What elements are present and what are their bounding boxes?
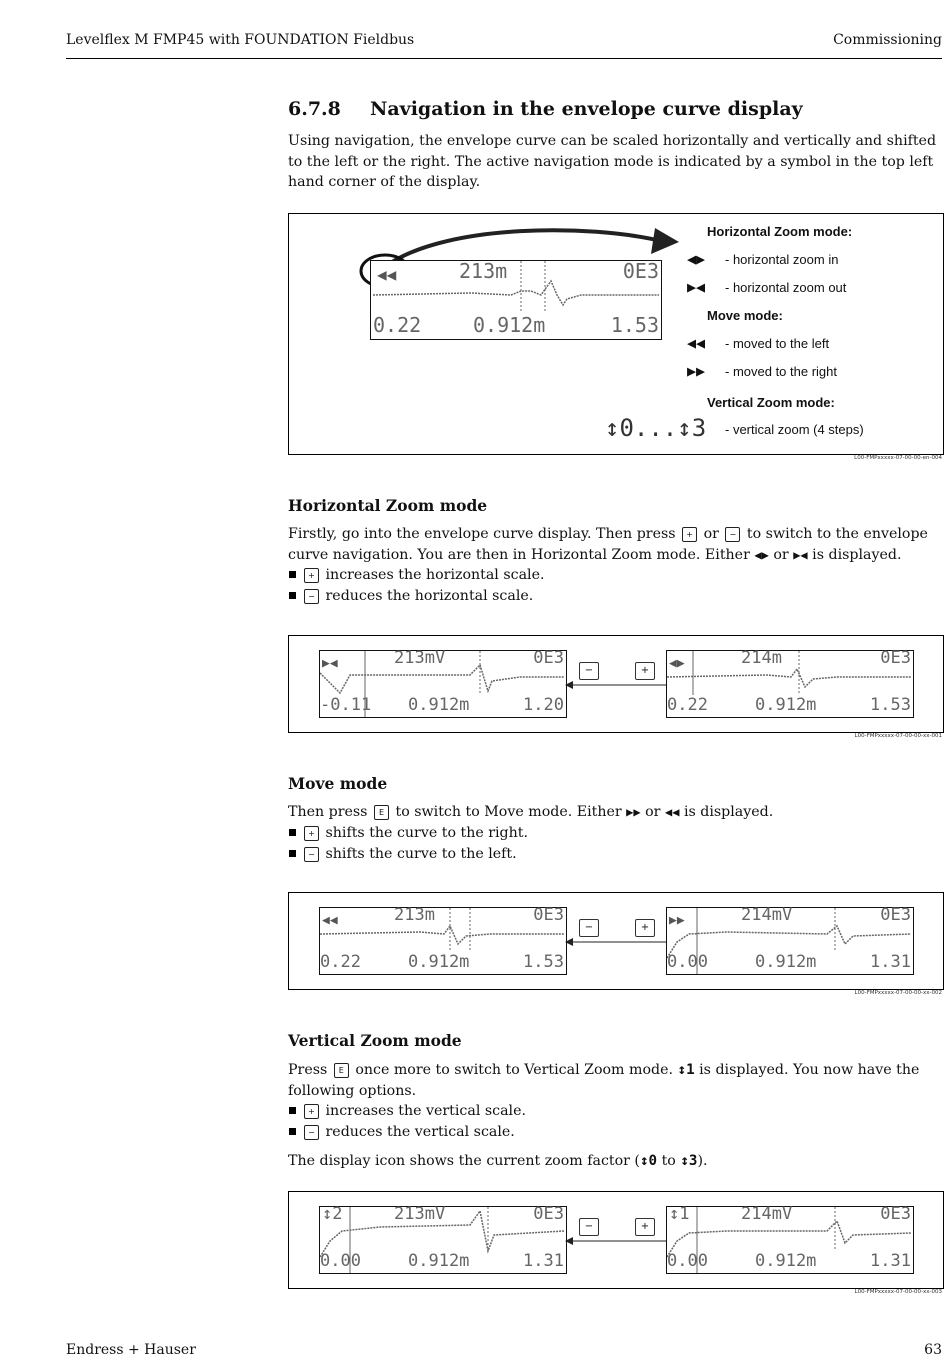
minus-key-icon: − xyxy=(579,662,599,680)
move-bullet-2-text: shifts the curve to the left. xyxy=(325,846,517,862)
move-text-or: or xyxy=(645,804,661,820)
lcd-move-after xyxy=(666,907,914,975)
mode-symbol-icon: ◀◀ xyxy=(377,265,397,284)
move-left-icon: ◀◀ xyxy=(322,913,338,928)
minus-key-icon: − xyxy=(304,1125,319,1140)
legend-hz-out: - horizontal zoom out xyxy=(725,280,847,295)
running-header-title: Levelflex M FMP45 with FOUNDATION Fieldbus xyxy=(66,32,415,48)
enter-key-icon: E xyxy=(334,1063,349,1078)
move-text-c: is displayed. xyxy=(683,804,774,820)
lcd-bottom-distance: 0.912m xyxy=(755,695,817,715)
vz-bullet-1-text: increases the vertical scale. xyxy=(325,1103,526,1119)
hz-text-a: Firstly, go into the envelope curve display. Then press xyxy=(288,526,676,542)
legend-vz-title: Vertical Zoom mode: xyxy=(707,395,835,410)
lcd-bottom-start: 0.22 xyxy=(667,695,708,715)
vz-zoom-text-a: The display icon shows the current zoom factor ( xyxy=(288,1153,640,1169)
plus-key-icon: + xyxy=(635,919,655,937)
lcd-top-exponent: 0E3 xyxy=(533,905,564,925)
hz-text-or-2: or xyxy=(773,546,789,563)
vz-text-b: once more to switch to Vertical Zoom mode. xyxy=(355,1062,674,1078)
zoom-in-icon: ◀▶ xyxy=(669,656,685,671)
lcd-top-value: 214mV xyxy=(741,905,793,925)
lcd-bottom-start: 0.00 xyxy=(667,1251,708,1271)
header-rule xyxy=(66,58,942,59)
bullet-icon xyxy=(289,850,296,857)
plus-key-icon: + xyxy=(304,568,319,583)
legend-move-left: - moved to the left xyxy=(725,336,830,351)
lcd-top-value: 213m xyxy=(394,905,435,925)
lcd-bottom-distance: 0.912m xyxy=(408,695,470,715)
move-bullet-1-text: shifts the curve to the right. xyxy=(325,825,528,841)
lcd-bottom-end: 1.53 xyxy=(523,952,564,972)
legend-move-right: - moved to the right xyxy=(725,364,837,379)
vertical-zoom-steps-icon: ↕0...↕3 xyxy=(605,414,707,442)
section-title: Navigation in the envelope curve display xyxy=(370,98,803,120)
minus-key-icon: − xyxy=(579,919,599,937)
zoom-out-icon: ▶◀ xyxy=(793,547,808,562)
pointer-arrowhead xyxy=(651,228,679,254)
zoom-in-icon: ◀▶ xyxy=(754,547,769,562)
zoom-out-icon: ▶◀ xyxy=(687,278,706,296)
plus-key-icon: + xyxy=(635,662,655,680)
hz-bullet-1-text: increases the horizontal scale. xyxy=(325,567,545,583)
move-bullet-2 xyxy=(288,844,517,865)
move-right-icon: ▶▶ xyxy=(669,913,685,928)
lcd-bottom-distance: 0.912m xyxy=(408,1251,470,1271)
lcd-bottom-start: -0.11 xyxy=(320,695,372,715)
bullet-icon xyxy=(289,829,296,836)
lcd-bottom-end: 1.53 xyxy=(870,695,911,715)
hz-bullet-1 xyxy=(288,565,544,586)
legend-hz-title: Horizontal Zoom mode: xyxy=(707,224,853,239)
vertical-zoom-icon: ↕2 xyxy=(322,1204,343,1224)
minus-key-icon: − xyxy=(579,1218,599,1236)
legend-vz-text: - vertical zoom (4 steps) xyxy=(725,422,864,437)
lcd-bottom-start: 0.22 xyxy=(373,313,422,337)
plus-key-icon: + xyxy=(635,1218,655,1236)
vz-bullet-2 xyxy=(288,1122,515,1143)
envelope-curve xyxy=(373,281,659,305)
plus-key-icon: + xyxy=(682,527,697,542)
lcd-display-main xyxy=(370,260,662,340)
move-left-icon: ◀◀ xyxy=(687,334,706,352)
vz-zoom-text-b: ). xyxy=(697,1153,708,1169)
lcd-bottom-end: 1.20 xyxy=(523,695,564,715)
lcd-top-exponent: 0E3 xyxy=(880,1204,911,1224)
hz-text-c: is displayed. xyxy=(812,546,902,563)
lcd-bottom-end: 1.53 xyxy=(610,313,659,337)
move-text-a: Then press xyxy=(288,804,368,820)
lcd-top-value: 213m xyxy=(459,259,508,283)
section-heading xyxy=(288,98,803,120)
hz-paragraph xyxy=(288,524,944,565)
lcd-top-value: 213mV xyxy=(394,1204,446,1224)
lcd-top-value: 214mV xyxy=(741,1204,793,1224)
minus-key-icon: − xyxy=(725,527,740,542)
vz-text-c: is displayed. You now have the following options. xyxy=(288,1062,920,1099)
vz-zoom-text-to: to xyxy=(661,1153,676,1169)
figure-vz-ref: L00-FMPxxxxx-07-00-00-xx-003 xyxy=(854,1289,942,1295)
page-number: 63 xyxy=(924,1342,942,1358)
section-number: 6.7.8 xyxy=(288,98,341,120)
bullet-icon xyxy=(289,1107,296,1114)
zoom-out-icon: ▶◀ xyxy=(322,656,338,671)
vz-paragraph xyxy=(288,1060,944,1101)
move-right-icon: ▶▶ xyxy=(626,805,641,819)
vz-zoom-factor xyxy=(288,1151,944,1172)
lcd-bottom-distance: 0.912m xyxy=(408,952,470,972)
bullet-icon xyxy=(289,1128,296,1135)
lcd-bottom-end: 1.31 xyxy=(523,1251,564,1271)
legend-hz-in: - horizontal zoom in xyxy=(725,252,839,267)
lcd-bottom-start: 0.00 xyxy=(320,1251,361,1271)
hz-bullet-2 xyxy=(288,586,533,607)
lcd-bottom-start: 0.00 xyxy=(667,952,708,972)
move-paragraph xyxy=(288,802,944,823)
move-left-icon: ◀◀ xyxy=(664,805,680,819)
lcd-top-value: 214m xyxy=(741,648,782,668)
pointer-arrow xyxy=(389,230,661,264)
figure-move-ref: L00-FMPxxxxx-07-00-00-xx-002 xyxy=(854,990,942,996)
lcd-bottom-end: 1.31 xyxy=(870,1251,911,1271)
lcd-bottom-end: 1.31 xyxy=(870,952,911,972)
figure-navigation-symbols xyxy=(288,213,944,455)
zoom-in-icon: ◀▶ xyxy=(687,250,706,268)
move-right-icon: ▶▶ xyxy=(687,362,706,380)
lcd-top-value: 213mV xyxy=(394,648,446,668)
lcd-hz-after xyxy=(666,650,914,718)
lcd-bottom-start: 0.22 xyxy=(320,952,361,972)
lcd-move-before xyxy=(319,907,567,975)
move-bullet-1 xyxy=(288,823,528,844)
lcd-top-exponent: 0E3 xyxy=(533,648,564,668)
lcd-top-exponent: 0E3 xyxy=(880,648,911,668)
hz-text-or: or xyxy=(703,526,719,542)
vz-bullet-2-text: reduces the vertical scale. xyxy=(325,1124,515,1140)
hz-bullet-2-text: reduces the horizontal scale. xyxy=(325,588,534,604)
minus-key-icon: − xyxy=(304,589,319,604)
figure-move-example xyxy=(288,892,944,990)
vertical-zoom-3-icon: ↕3 xyxy=(680,1153,698,1169)
lcd-hz-before xyxy=(319,650,567,718)
bullet-icon xyxy=(289,571,296,578)
vertical-zoom-0-icon: ↕0 xyxy=(639,1153,658,1169)
vertical-zoom-icon: ↕1 xyxy=(669,1204,690,1224)
section-intro: Using navigation, the envelope curve can be scaled horizontally and vertically and shifted to the left or the right. The active navigation mode is indicated by a symbol in the top left hand corner of the display. xyxy=(288,133,937,190)
bullet-icon xyxy=(289,592,296,599)
lcd-bottom-distance: 0.912m xyxy=(755,1251,817,1271)
lcd-bottom-distance: 0.912m xyxy=(473,313,546,337)
vertical-zoom-icon: ↕1 xyxy=(677,1062,695,1078)
minus-key-icon: − xyxy=(304,847,319,862)
legend-move-title: Move mode: xyxy=(707,308,783,323)
lcd-bottom-distance: 0.912m xyxy=(755,952,817,972)
lcd-top-exponent: 0E3 xyxy=(622,259,659,283)
figure-hz-example xyxy=(288,635,944,733)
vz-text-a: Press xyxy=(288,1062,328,1078)
lcd-vz-after xyxy=(666,1206,914,1274)
running-header-chapter: Commissioning xyxy=(833,32,942,48)
hz-heading: Horizontal Zoom mode xyxy=(288,496,488,515)
figure-1-ref: L00-FMPxxxxx-07-00-00-en-004 xyxy=(854,455,942,461)
figure-vz-example xyxy=(288,1191,944,1289)
plus-key-icon: + xyxy=(304,1104,319,1119)
enter-key-icon: E xyxy=(374,805,389,820)
lcd-top-exponent: 0E3 xyxy=(533,1204,564,1224)
lcd-vz-before xyxy=(319,1206,567,1274)
footer-publisher: Endress + Hauser xyxy=(66,1342,196,1358)
move-text-b: to switch to Move mode. Either xyxy=(395,804,622,820)
plus-key-icon: + xyxy=(304,826,319,841)
figure-hz-ref: L00-FMPxxxxx-07-00-00-xx-001 xyxy=(854,733,942,739)
vz-heading: Vertical Zoom mode xyxy=(288,1031,462,1050)
lcd-top-exponent: 0E3 xyxy=(880,905,911,925)
move-heading: Move mode xyxy=(288,774,388,793)
hz-text-b: to switch to the envelope curve navigation. You are then in Horizontal Zoom mode. Either xyxy=(288,526,928,563)
vz-bullet-1 xyxy=(288,1101,526,1122)
